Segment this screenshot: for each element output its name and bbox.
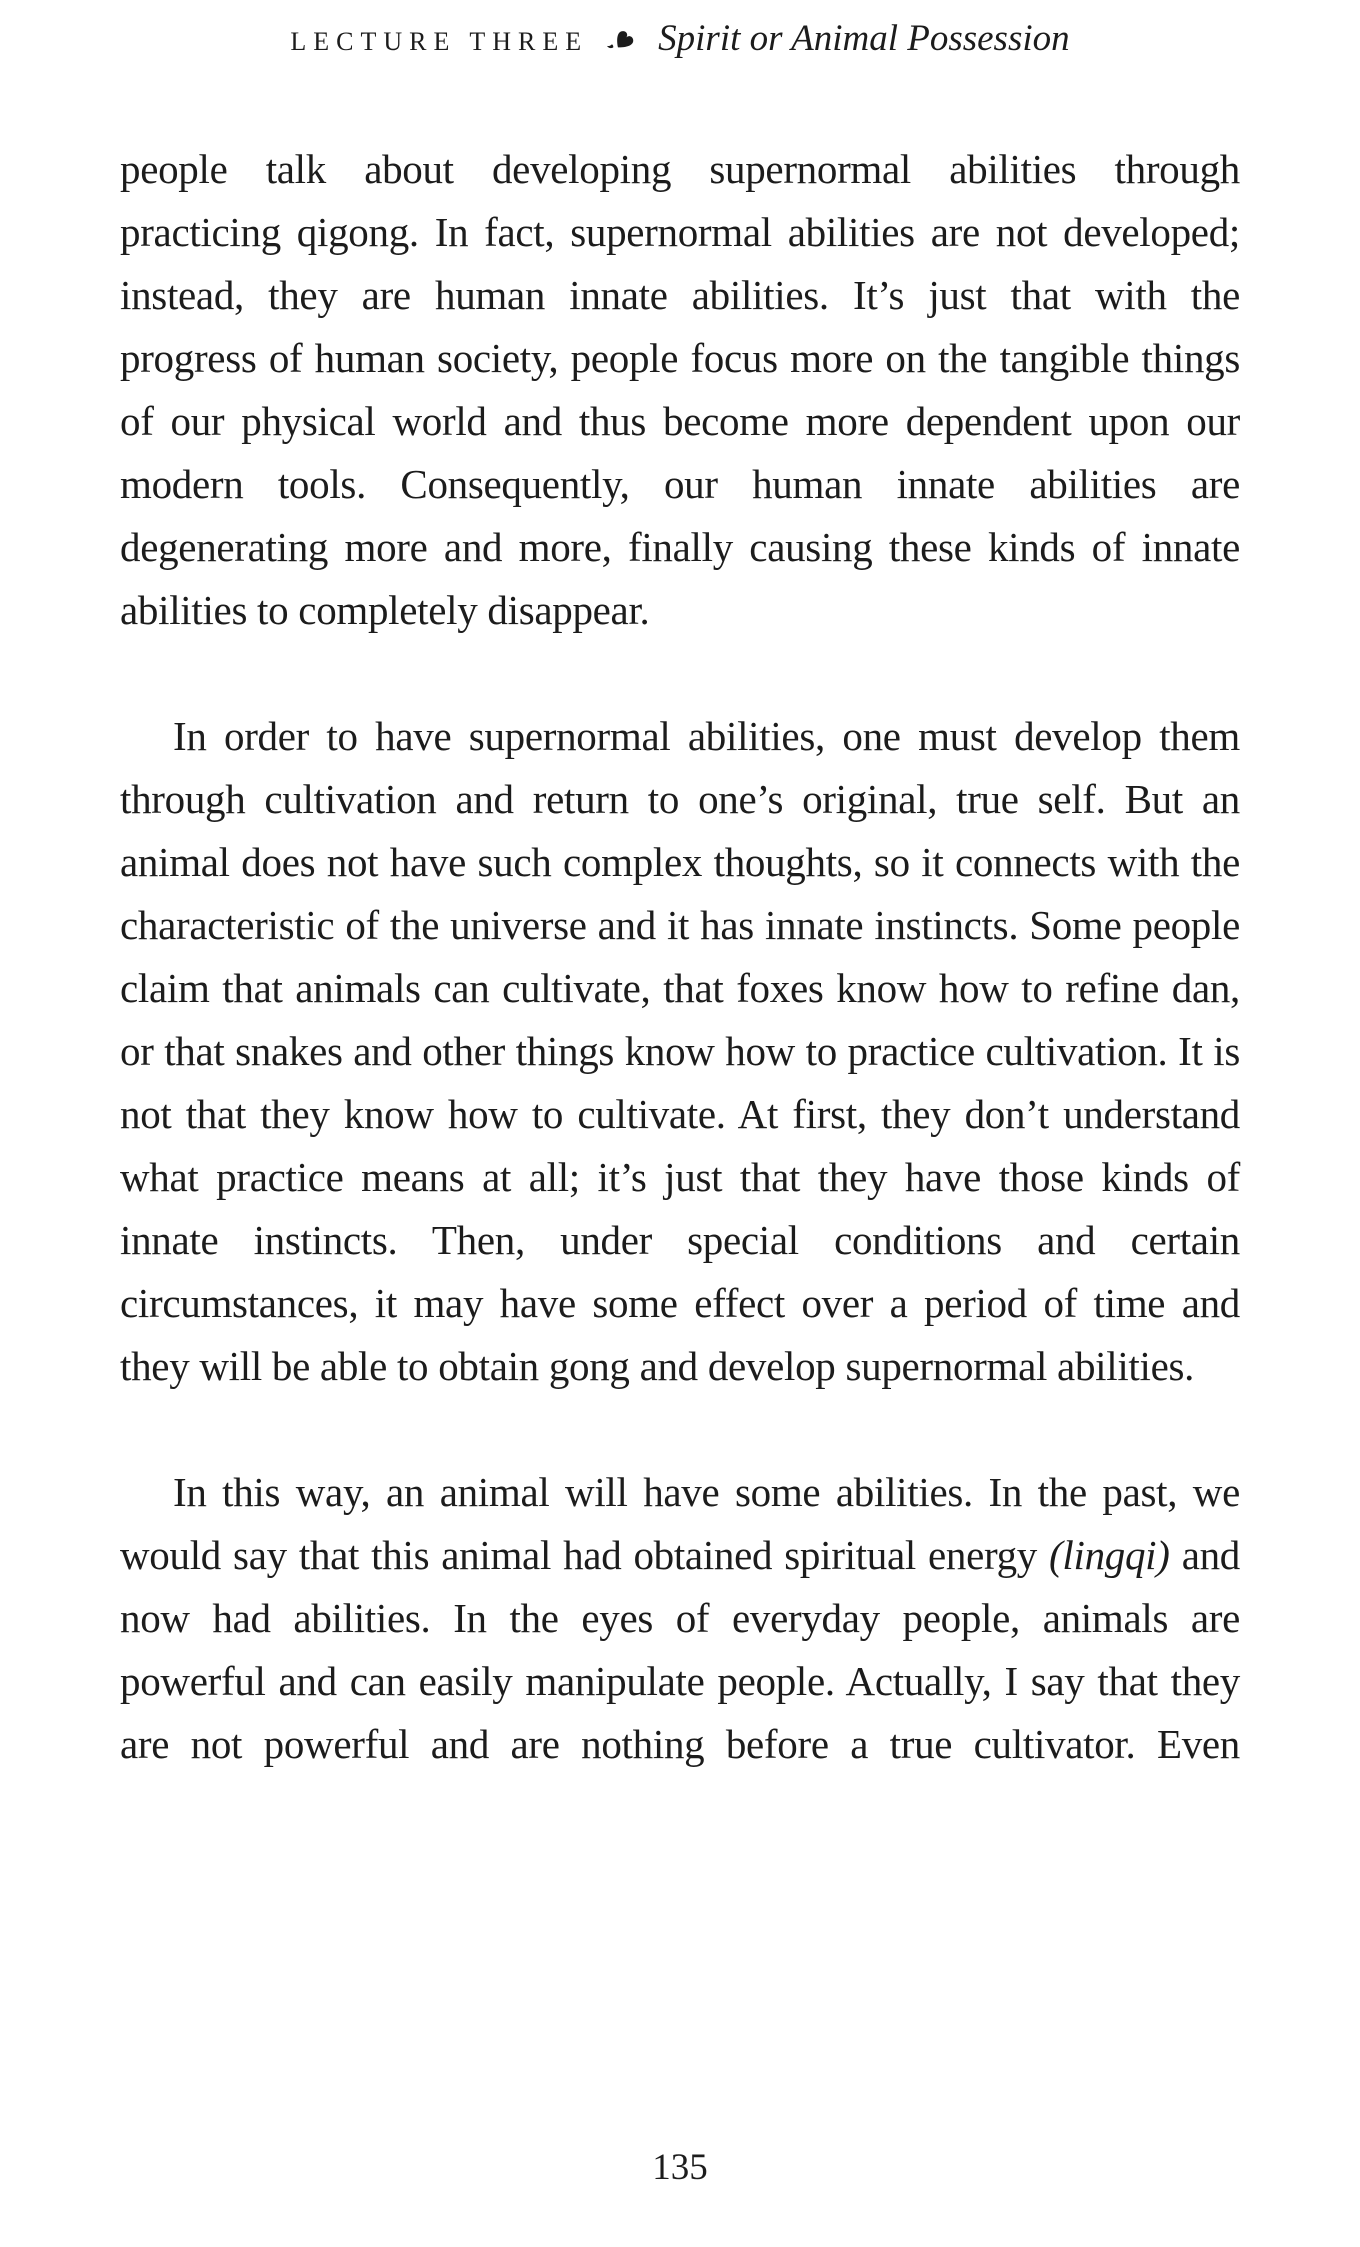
text-segment: people talk about developing supernormal abilities through practicing qigong. In fact, supernormal abilities are not developed; instead, they are human innate abilities. It’s just that with the progress of human society, people focus more on the tangible things of our physical world and thus become more dependent upon our modern tools. Consequently, our human innate abilities are degenerating more and more, finally causing these kinds of innate abilities to completely disappear. xyxy=(120,146,1240,633)
body-paragraph xyxy=(120,705,1240,1398)
body-paragraph xyxy=(120,1461,1240,1776)
text-segment: In this way, an animal will have some abilities. In the past, we would say that this animal had obtained spiritual energy xyxy=(120,1469,1240,1578)
lecture-number-label: LECTURE THREE xyxy=(290,27,589,56)
hedera-fleuron-icon xyxy=(604,20,642,58)
page-number: 135 xyxy=(652,2147,708,2188)
text-segment: and now had abilities. In the eyes of everyday people, animals are powerful and can easily manipulate people. Actually, I say that they are not powerful and are nothing before a true cultivator. Even xyxy=(120,1532,1240,1767)
italic-term: (lingqi) xyxy=(1049,1532,1170,1578)
chapter-title: Spirit or Animal Possession xyxy=(658,18,1070,59)
page-footer xyxy=(0,2148,1360,2188)
text-segment: In order to have supernormal abilities, one must develop them through cultivation and return to one’s original, true self. But an animal does not have such complex thoughts, so it connects with the characteristic of the universe and it has innate instincts. Some people claim that animals can cultivate, that foxes know how to refine dan, or that snakes and other things know how to practice cultivation. It is not that they know how to cultivate. At first, they don’t understand what practice means at all; it’s just that they have those kinds of innate instincts. Then, under special conditions and certain circumstances, it may have some effect over a period of time and they will be able to obtain gong and develop supernormal abilities. xyxy=(120,713,1240,1389)
body-paragraph xyxy=(120,138,1240,642)
running-header xyxy=(0,16,1360,62)
page-body xyxy=(120,138,1240,1776)
